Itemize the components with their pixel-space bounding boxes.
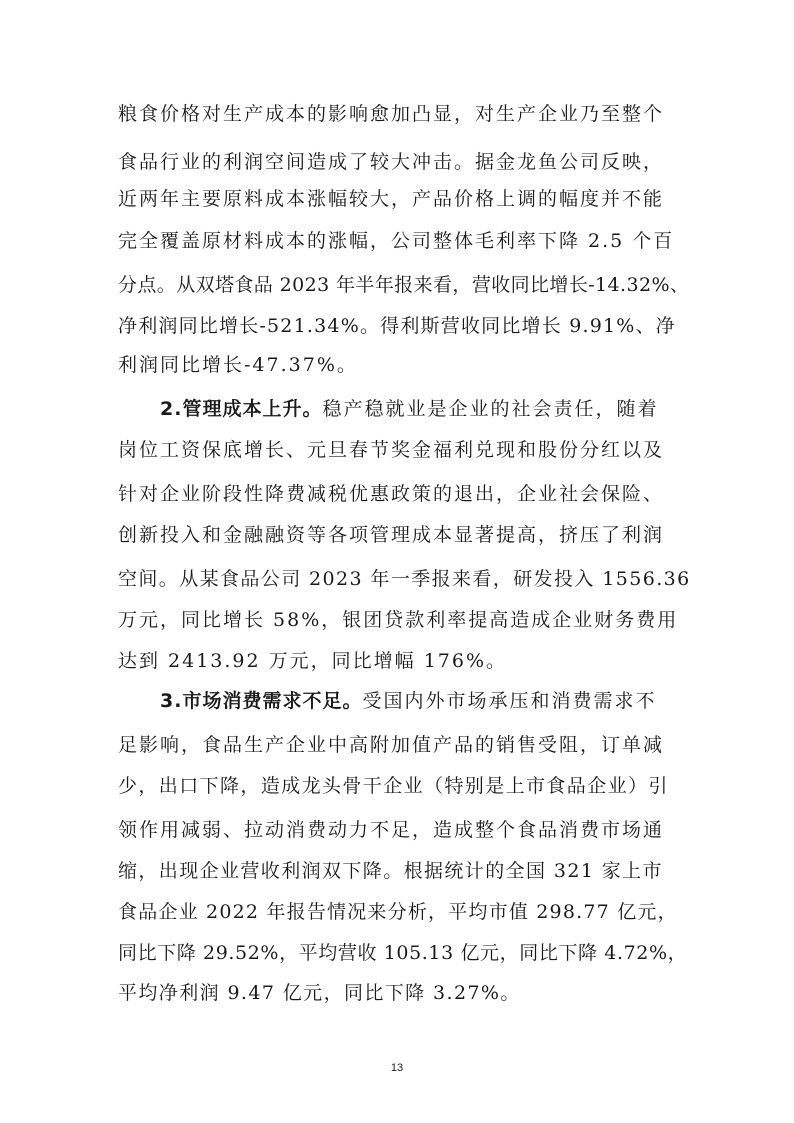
paragraph-3-line-1: 受国内外市场承压和消费需求不 xyxy=(362,690,657,712)
paragraph-2-line-5: 空间。从某食品公司 2023 年一季报来看，研发投入 1556.36 xyxy=(118,568,691,590)
paragraph-3-line-5: 缩，出现企业营收利润双下降。根据统计的全国 321 家上市 xyxy=(118,860,663,882)
paragraph-3-first-line xyxy=(160,688,656,714)
paragraph-2-heading: 2.管理成本上升。 xyxy=(160,398,323,420)
paragraph-1-line-6: 净利润同比增长-521.34%。得利斯营收同比增长 9.91%、净 xyxy=(118,315,676,337)
paragraph-3-line-7: 同比下降 29.52%，平均营收 105.13 亿元，同比下降 4.72%， xyxy=(118,942,688,964)
paragraph-3-heading: 3.市场消费需求不足。 xyxy=(160,690,363,712)
paragraph-2-line-7: 达到 2413.92 万元，同比增幅 176%。 xyxy=(118,650,508,672)
paragraph-2-line-4: 创新投入和金融融资等各项管理成本显著提高，挤压了利润 xyxy=(118,524,665,546)
paragraph-1-line-7: 利润同比增长-47.37%。 xyxy=(118,354,358,376)
paragraph-3-line-3: 少，出口下降，造成龙头骨干企业（特别是上市食品企业）引 xyxy=(118,775,669,797)
paragraph-2-line-6: 万元，同比增长 58%，银团贷款利率提高造成企业财务费用 xyxy=(118,609,679,631)
paragraph-1-line-4: 完全覆盖原材料成本的涨幅，公司整体毛利率下降 2.5 个百 xyxy=(118,230,675,252)
paragraph-2-first-line xyxy=(160,396,658,422)
paragraph-3-line-2: 足影响，食品生产企业中高附加值产品的销售受阻，订单减 xyxy=(118,734,665,756)
paragraph-1-line-5: 分点。从双塔食品 2023 年半年报来看，营收同比增长-14.32%、 xyxy=(118,274,690,296)
paragraph-3-line-4: 领作用减弱、拉动消费动力不足，造成整个食品消费市场通 xyxy=(118,819,665,841)
paragraph-1-line-1: 粮食价格对生产成本的影响愈加凸显，对生产企业乃至整个 xyxy=(118,103,665,125)
paragraph-1-line-3: 近两年主要原料成本涨幅较大，产品价格上调的幅度并不能 xyxy=(118,188,665,210)
paragraph-2-line-1: 稳产稳就业是企业的社会责任，随着 xyxy=(322,398,659,420)
paragraph-3-line-8: 平均净利润 9.47 亿元，同比下降 3.27%。 xyxy=(118,982,521,1004)
paragraph-3-line-6: 食品企业 2022 年报告情况来分析，平均市值 298.77 亿元， xyxy=(118,901,678,923)
page-number: 13 xyxy=(390,1062,404,1074)
paragraph-2-line-3: 针对企业阶段性降费减税优惠政策的退出，企业社会保险、 xyxy=(118,483,665,505)
paragraph-2-line-2: 岗位工资保底增长、元旦春节奖金福利兑现和股份分红以及 xyxy=(118,439,665,461)
paragraph-1-line-2: 食品行业的利润空间造成了较大冲击。据金龙鱼公司反映， xyxy=(118,151,665,173)
